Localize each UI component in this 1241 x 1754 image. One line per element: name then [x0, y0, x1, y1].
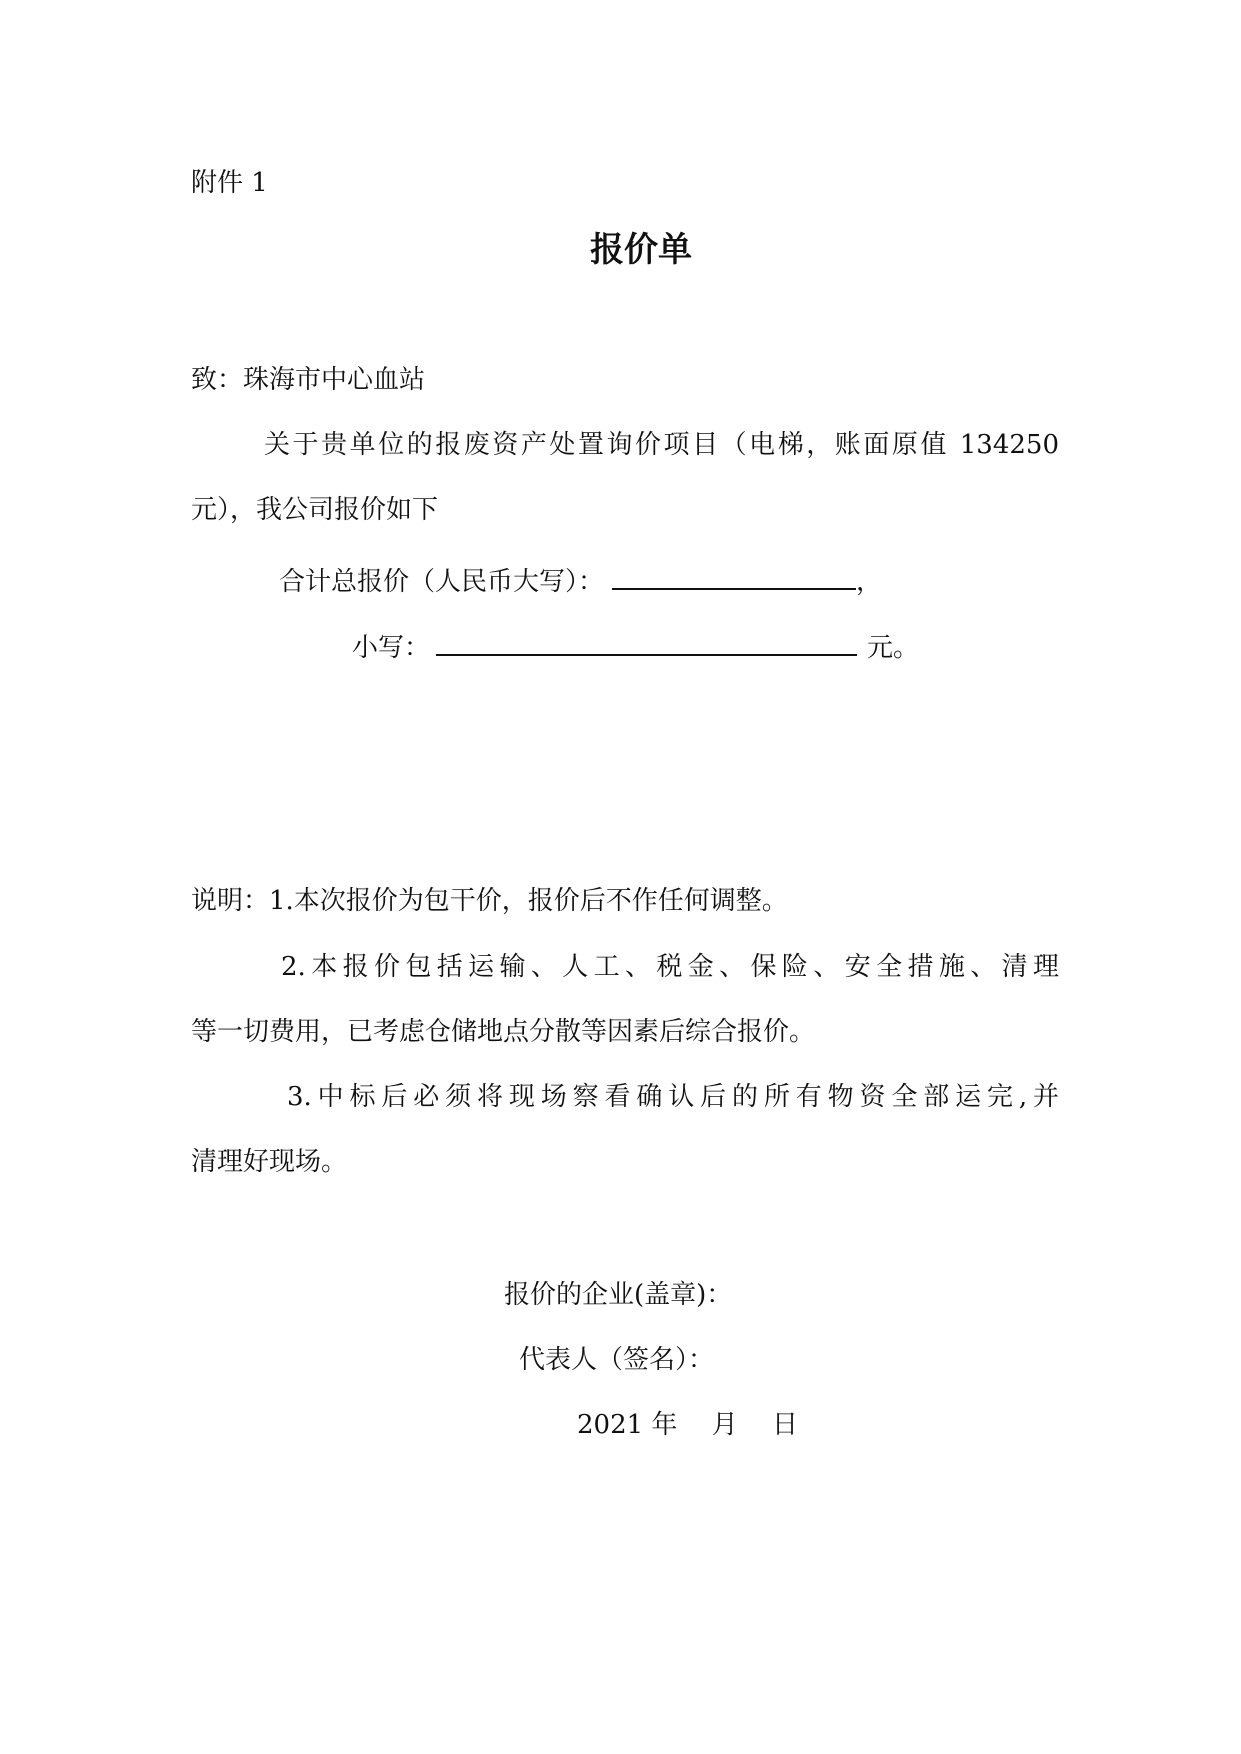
company-seal-label: 报价的企业(盖章)： [504, 1280, 733, 1310]
note-3-line-1: 3.中标后必须将现场察看确认后的所有物资全部运完,并 [287, 1082, 1059, 1112]
total-uppercase-suffix: ， [856, 567, 883, 597]
intro-line-1: 关于贵单位的报废资产处置询价项目（电梯，账面原值 134250 [264, 430, 1059, 460]
total-lowercase-label: 小写： [352, 633, 431, 663]
page-title: 报价单 [590, 230, 692, 270]
attachment-label: 附件 1 [191, 168, 268, 198]
addressee: 致：珠海市中心血站 [191, 365, 426, 395]
note-2-line-1: 2.本报价包括运输、人工、税金、保险、安全措施、清理 [281, 952, 1059, 982]
total-lowercase-row [352, 626, 919, 665]
date-line: 2021 年 月 日 [577, 1410, 798, 1440]
total-uppercase-label: 合计总报价（人民币大写）： [279, 567, 605, 597]
total-uppercase-field[interactable] [612, 560, 856, 590]
note-3-line-2: 清理好现场。 [191, 1147, 348, 1177]
total-lowercase-field[interactable] [436, 626, 857, 656]
representative-signature-label: 代表人（签名）： [519, 1345, 715, 1375]
intro-line-2: 元），我公司报价如下 [191, 495, 439, 525]
total-lowercase-suffix: 元。 [867, 633, 920, 663]
note-1: 说明：1.本次报价为包干价，报价后不作任何调整。 [191, 886, 788, 916]
note-2-line-2: 等一切费用，已考虑仓储地点分散等因素后综合报价。 [191, 1017, 816, 1047]
total-uppercase-row [279, 560, 882, 599]
